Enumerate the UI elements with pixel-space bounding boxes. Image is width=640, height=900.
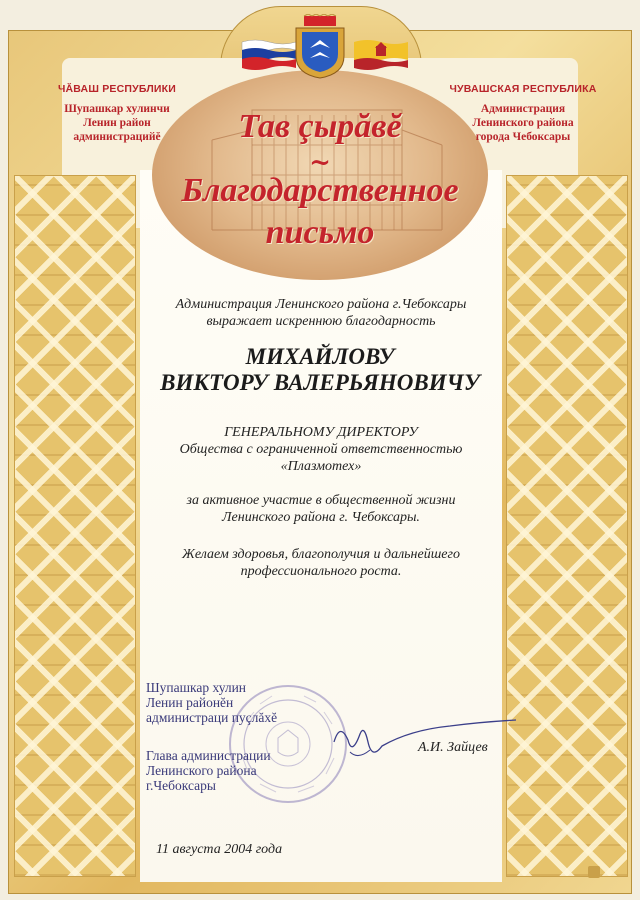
title-russian-line1: Благодарственное bbox=[181, 172, 459, 209]
recipient-given-names: ВИКТОРУ ВАЛЕРЬЯНОВИЧУ bbox=[160, 370, 480, 395]
header-left-line: Ленин район bbox=[83, 117, 151, 129]
signer-title-line: Глава администрации bbox=[146, 748, 271, 763]
header-left-line: администрацийĕ bbox=[73, 131, 161, 143]
title-russian-line2: письмо bbox=[265, 214, 375, 251]
header-right-line: Администрация bbox=[480, 103, 566, 115]
reason-line: за активное участие в общественной жизни bbox=[186, 493, 456, 508]
left-ornament-band bbox=[14, 175, 136, 877]
title-separator: ~ bbox=[309, 148, 331, 178]
signer-title-line: администраци пуçлăхĕ bbox=[146, 710, 278, 725]
intro-line: Администрация Ленинского района г.Чебоксары bbox=[175, 297, 467, 312]
header-left-republic: ЧĂВАШ РЕСПУБЛИКИ bbox=[57, 83, 177, 95]
chuvashia-flag-icon bbox=[352, 38, 410, 72]
signer-title-chuvash bbox=[146, 680, 277, 725]
intro-line: выражает искреннюю благодарность bbox=[206, 314, 436, 329]
reason-text bbox=[140, 492, 502, 526]
title-chuvash: Тав çырăвĕ bbox=[238, 108, 402, 145]
signer-title-russian bbox=[146, 748, 271, 793]
intro-text bbox=[140, 296, 502, 330]
header-right-republic: ЧУВАШСКАЯ РЕСПУБЛИКА bbox=[449, 83, 597, 95]
signer-title-line: Ленин районĕн bbox=[146, 695, 234, 710]
position-line: ГЕНЕРАЛЬНОМУ ДИРЕКТОРУ bbox=[224, 425, 418, 440]
wish-line: профессионального роста. bbox=[240, 564, 402, 579]
signer-title-line: Ленинского района bbox=[146, 763, 257, 778]
wish-text bbox=[140, 546, 502, 580]
signer-title-line: г.Чебоксары bbox=[146, 778, 216, 793]
corner-mark bbox=[588, 866, 600, 878]
recipient-position bbox=[140, 424, 502, 475]
recipient-name bbox=[120, 344, 520, 396]
position-line: Общества с ограниченной ответственностью bbox=[179, 442, 463, 457]
header-right-line: Ленинского района bbox=[472, 117, 574, 129]
signer-name: А.И. Зайцев bbox=[418, 740, 488, 755]
signer-title-line: Шупашкар хулин bbox=[146, 680, 247, 695]
recipient-surname: МИХАЙЛОВУ bbox=[245, 344, 395, 369]
header-right-line: города Чебоксары bbox=[475, 131, 571, 143]
wish-line: Желаем здоровья, благополучия и дальнейшего bbox=[182, 547, 460, 562]
cheboksary-coat-of-arms-icon bbox=[290, 14, 350, 80]
reason-line: Ленинского района г. Чебоксары. bbox=[222, 510, 420, 525]
right-ornament-band bbox=[506, 175, 628, 877]
header-left-line: Шупашкар хулинчи bbox=[64, 103, 170, 115]
issue-date: 11 августа 2004 года bbox=[156, 842, 283, 857]
position-line: «Плазмотех» bbox=[280, 459, 362, 474]
